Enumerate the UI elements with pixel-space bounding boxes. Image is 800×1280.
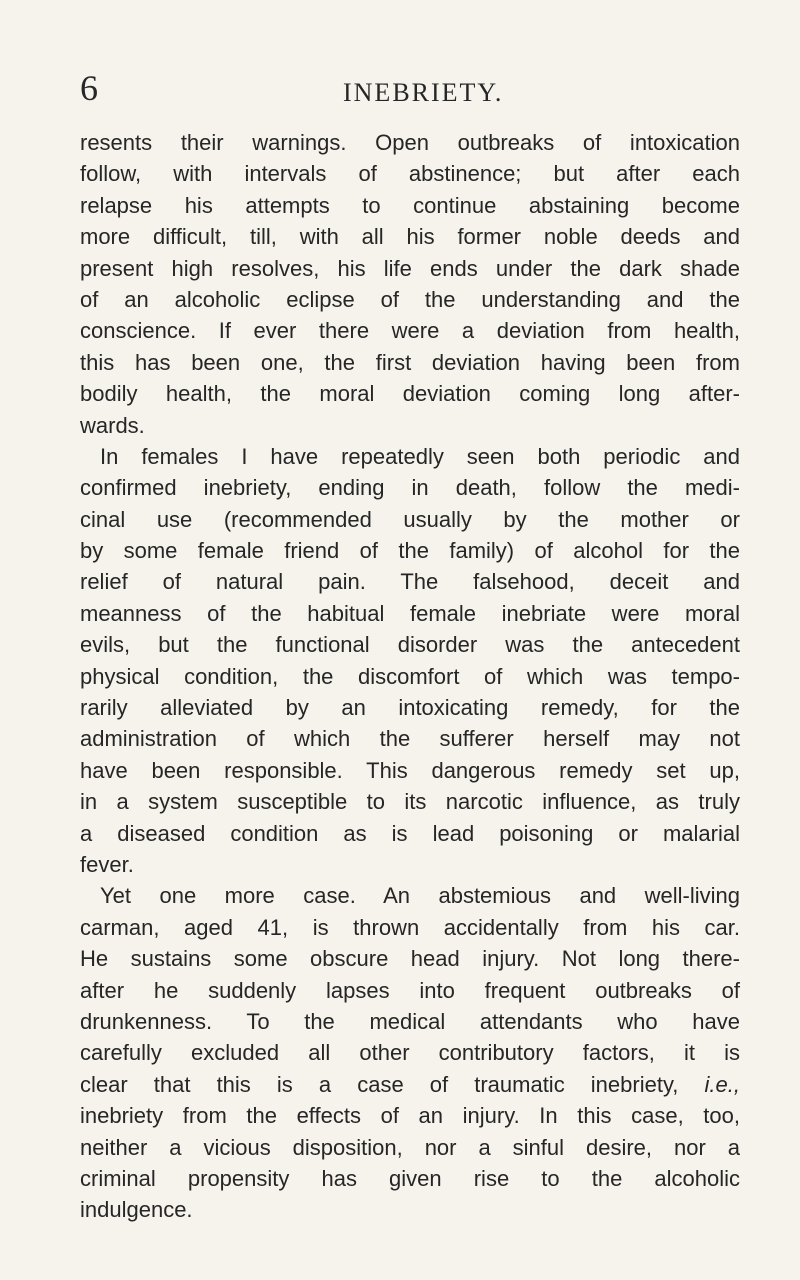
text-line: resents their warnings. Open outbreaks of intoxication (80, 130, 740, 155)
page-number: 6 (80, 68, 98, 108)
text-line: He sustains some obscure head injury. Not long there- (80, 946, 740, 972)
text-line: indulgence. (80, 1197, 193, 1223)
body-text (80, 127, 740, 1226)
running-head (80, 68, 740, 116)
text-line: administration of which the sufferer herself may not (80, 726, 740, 752)
text-line: present high resolves, his life ends under the dark shade (80, 255, 740, 281)
italic-abbreviation: i.e., (704, 1071, 740, 1097)
text-line: physical condition, the discomfort of which was tempo- (80, 663, 740, 689)
text-line: drunkenness. To the medical attendants who have (80, 1008, 740, 1034)
text-line: in a system susceptible to its narcotic influence, as truly (80, 789, 740, 815)
text-line: inebriety from the effects of an injury. In this case, too, (80, 1103, 740, 1129)
text-line: of an alcoholic eclipse of the understanding and the (80, 286, 740, 312)
text-line: wards. (80, 412, 145, 438)
text-line: a diseased condition as is lead poisoning or malarial (80, 820, 740, 846)
text-line: carman, aged 41, is thrown accidentally from his car. (80, 914, 740, 940)
text-line: relapse his attempts to continue abstaining become (80, 192, 740, 218)
text-line: have been responsible. This dangerous remedy set up, (80, 757, 740, 783)
text-line: meanness of the habitual female inebriate were moral (80, 600, 740, 626)
text-line: fever. (80, 851, 134, 877)
text-line (80, 1069, 740, 1100)
text-line: rarily alleviated by an intoxicating remedy, for the (80, 695, 740, 721)
text-line: evils, but the functional disorder was the antecedent (80, 632, 740, 658)
text-line: conscience. If ever there were a deviation from health, (80, 318, 740, 344)
text-line: cinal use (recommended usually by the mother or (80, 506, 740, 532)
running-title: INEBRIETY. (343, 78, 504, 107)
text-line: carefully excluded all other contributory factors, it is (80, 1040, 740, 1066)
text-line: relief of natural pain. The falsehood, deceit and (80, 569, 740, 595)
text-line: confirmed inebriety, ending in death, follow the medi- (80, 475, 740, 501)
text-line: neither a vicious disposition, nor a sinful desire, nor a (80, 1134, 740, 1160)
text-line: follow, with intervals of abstinence; but after each (80, 161, 740, 187)
text-line: criminal propensity has given rise to the alcoholic (80, 1165, 740, 1191)
text-line: bodily health, the moral deviation coming long after- (80, 381, 740, 407)
text-line: by some female friend of the family) of alcohol for the (80, 538, 740, 564)
text-segment: clear that this is a case of traumatic inebriety, (80, 1071, 679, 1097)
text-line: after he suddenly lapses into frequent outbreaks of (80, 977, 740, 1003)
text-line: Yet one more case. An abstemious and well-living (100, 883, 740, 909)
text-line: more difficult, till, with all his former noble deeds and (80, 224, 740, 250)
text-line: In females I have repeatedly seen both periodic and (100, 443, 740, 469)
text-line: this has been one, the first deviation having been from (80, 349, 740, 375)
